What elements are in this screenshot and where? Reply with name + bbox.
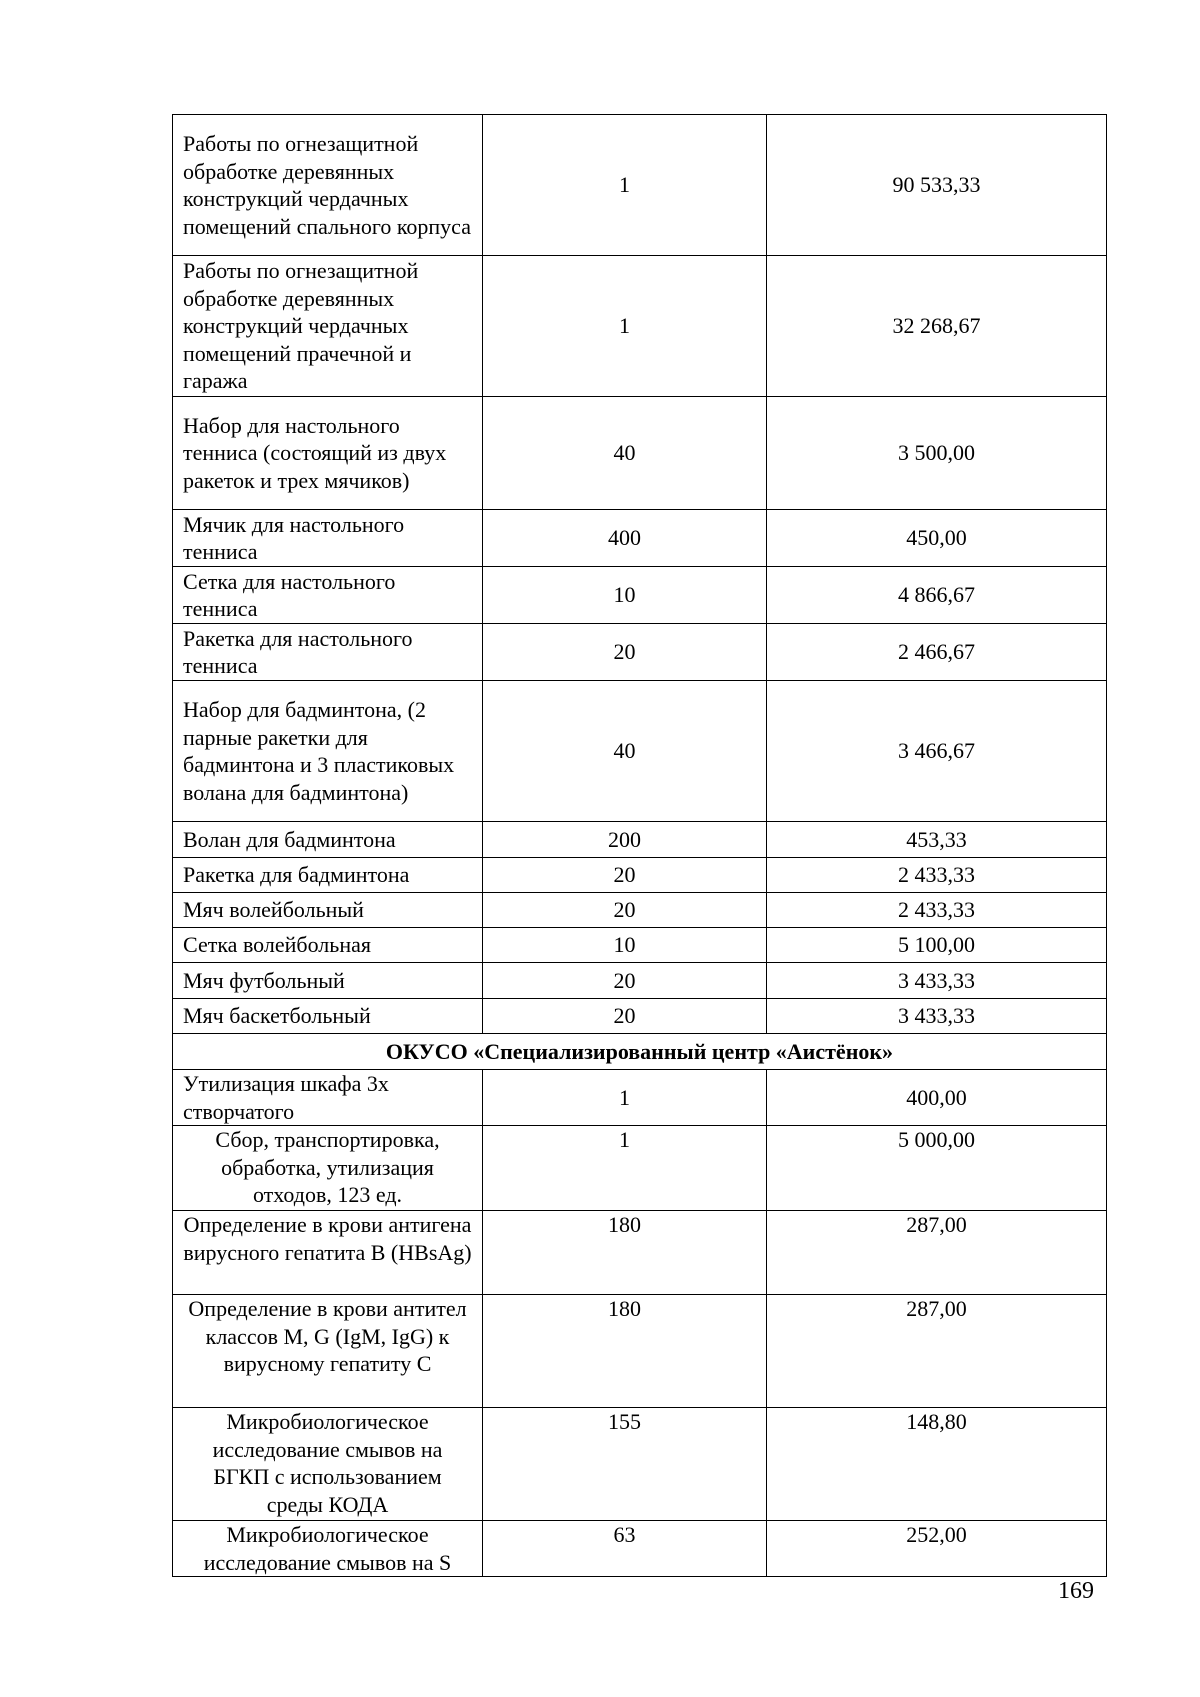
quantity-cell: 1 [483,1070,767,1126]
item-name-cell: Сбор, транспортировка, обработка, утилизация отходов, 123 ед. [173,1126,483,1211]
price-cell: 2 433,33 [767,858,1107,893]
quantity-cell: 1 [483,1126,767,1211]
item-name-cell: Мяч футбольный [173,963,483,999]
price-cell: 3 433,33 [767,999,1107,1034]
price-cell: 252,00 [767,1521,1107,1577]
table-row [173,999,1107,1034]
table-row [173,115,1107,256]
table-row [173,624,1107,681]
price-cell: 4 866,67 [767,567,1107,624]
quantity-cell: 155 [483,1408,767,1521]
price-cell: 287,00 [767,1211,1107,1295]
price-table [172,114,1107,1577]
table-row [173,1211,1107,1295]
item-name-cell: Ракетка для бадминтона [173,858,483,893]
price-cell: 148,80 [767,1408,1107,1521]
item-name-cell: Сетка волейбольная [173,928,483,963]
item-name-cell: Мяч баскетбольный [173,999,483,1034]
quantity-cell: 1 [483,256,767,397]
item-name-cell: Микробиологическое исследование смывов на S [173,1521,483,1577]
table-row [173,1408,1107,1521]
table-row [173,397,1107,510]
price-cell: 5 000,00 [767,1126,1107,1211]
table-row [173,510,1107,567]
table-row [173,1295,1107,1408]
table-row [173,928,1107,963]
price-cell: 2 433,33 [767,893,1107,928]
item-name-cell: Набор для бадминтона, (2 парные ракетки для бадминтона и 3 пластиковых волана для бадминтона) [173,681,483,822]
item-name-cell: Волан для бадминтона [173,822,483,858]
table-row [173,893,1107,928]
item-name-cell: Работы по огнезащитной обработке деревянных конструкций чердачных помещений прачечной и гаража [173,256,483,397]
price-cell: 5 100,00 [767,928,1107,963]
price-cell: 3 500,00 [767,397,1107,510]
table-row [173,1521,1107,1577]
section-header-row [173,1034,1107,1070]
quantity-cell: 63 [483,1521,767,1577]
table-row [173,681,1107,822]
quantity-cell: 10 [483,567,767,624]
table-row [173,963,1107,999]
quantity-cell: 400 [483,510,767,567]
price-cell: 90 533,33 [767,115,1107,256]
quantity-cell: 1 [483,115,767,256]
table-row [173,256,1107,397]
table-row [173,1126,1107,1211]
page-number: 169 [1058,1578,1094,1604]
price-cell: 453,33 [767,822,1107,858]
item-name-cell: Набор для настольного тенниса (состоящий из двух ракеток и трех мячиков) [173,397,483,510]
quantity-cell: 20 [483,858,767,893]
price-cell: 287,00 [767,1295,1107,1408]
table-row [173,567,1107,624]
item-name-cell: Сетка для настольного тенниса [173,567,483,624]
quantity-cell: 180 [483,1211,767,1295]
price-cell: 400,00 [767,1070,1107,1126]
item-name-cell: Мячик для настольного тенниса [173,510,483,567]
item-name-cell: Ракетка для настольного тенниса [173,624,483,681]
quantity-cell: 20 [483,963,767,999]
item-name-cell: Работы по огнезащитной обработке деревянных конструкций чердачных помещений спального корпуса [173,115,483,256]
quantity-cell: 20 [483,893,767,928]
quantity-cell: 200 [483,822,767,858]
price-cell: 3 433,33 [767,963,1107,999]
price-cell: 450,00 [767,510,1107,567]
price-cell: 32 268,67 [767,256,1107,397]
price-cell: 2 466,67 [767,624,1107,681]
quantity-cell: 40 [483,397,767,510]
quantity-cell: 10 [483,928,767,963]
quantity-cell: 20 [483,999,767,1034]
quantity-cell: 20 [483,624,767,681]
table-row [173,1070,1107,1126]
section-title: ОКУСО «Специализированный центр «Аистёнок» [173,1034,1107,1070]
item-name-cell: Мяч волейбольный [173,893,483,928]
table-row [173,822,1107,858]
item-name-cell: Утилизация шкафа 3х створчатого [173,1070,483,1126]
item-name-cell: Определение в крови антигена вирусного гепатита В (HBsAg) [173,1211,483,1295]
item-name-cell: Определение в крови антител классов М, G (IgM, IgG) к вирусному гепатиту С [173,1295,483,1408]
price-cell: 3 466,67 [767,681,1107,822]
quantity-cell: 40 [483,681,767,822]
item-name-cell: Микробиологическое исследование смывов на БГКП с использованием среды КОДА [173,1408,483,1521]
table-row [173,858,1107,893]
quantity-cell: 180 [483,1295,767,1408]
table-body [173,115,1107,1577]
